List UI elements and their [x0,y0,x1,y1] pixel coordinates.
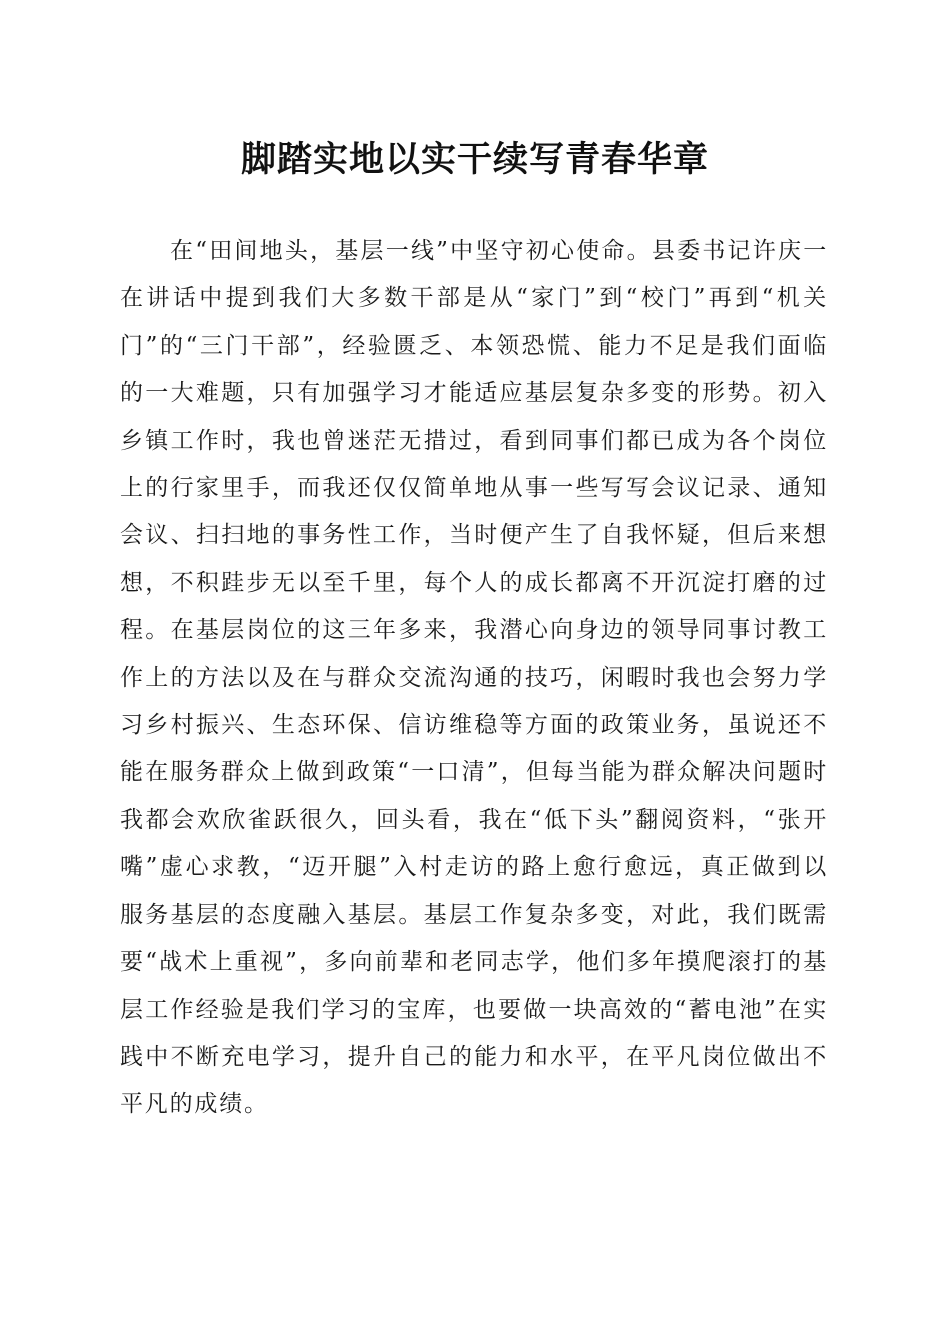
body-paragraph: 在“田间地头，基层一线”中坚守初心使命。县委书记许庆一在讲话中提到我们大多数干部是从“家门”到“校门”再到“机关门”的“三门干部”，经验匮乏、本领恐慌、能力不足是我们面临的一大难题，只有加强学习才能适应基层复杂多变的形势。初入乡镇工作时，我也曾迷茫无措过，看到同事们都已成为各个岗位上的行家里手，而我还仅仅简单地从事一些写写会议记录、通知会议、扫扫地的事务性工作，当时便产生了自我怀疑，但后来想想，不积跬步无以至千里，每个人的成长都离不开沉淀打磨的过程。在基层岗位的这三年多来，我潜心向身边的领导同事讨教工作上的方法以及在与群众交流沟通的技巧，闲暇时我也会努力学习乡村振兴、生态环保、信访维稳等方面的政策业务，虽说还不能在服务群众上做到政策“一口清”，但每当能为群众解决问题时我都会欢欣雀跃很久，回头看，我在“低下头”翻阅资料，“张开嘴”虚心求教，“迈开腿”入村走访的路上愈行愈远，真正做到以服务基层的态度融入基层。基层工作复杂多变，对此，我们既需要“战术上重视”，多向前辈和老同志学，他们多年摸爬滚打的基层工作经验是我们学习的宝库，也要做一块高效的“蓄电池”在实践中不断充电学习，提升自己的能力和水平，在平凡岗位做出不平凡的成绩。 [120,238,828,1118]
document-title: 脚踏实地以实干续写青春华章 [240,139,709,180]
